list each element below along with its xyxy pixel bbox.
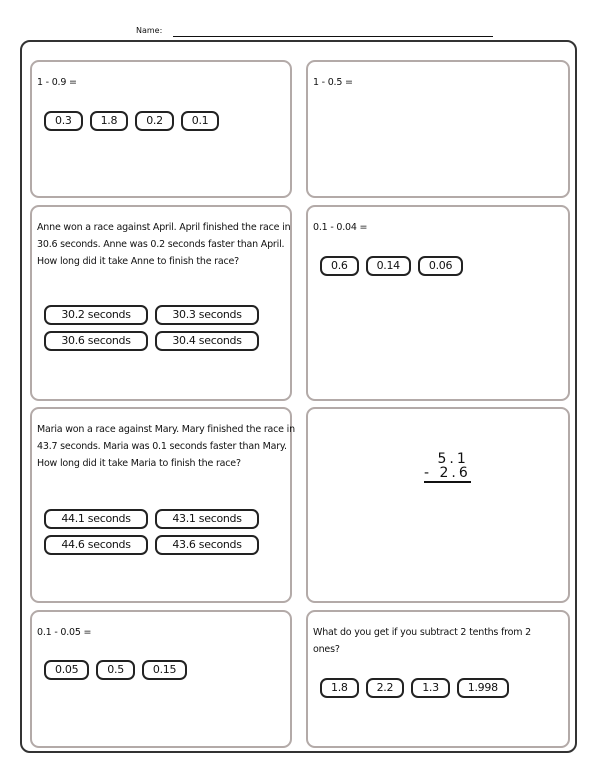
answer-option[interactable]: 0.14: [366, 256, 411, 276]
problem-2: [306, 60, 570, 198]
problem-5: [30, 407, 295, 603]
problem-1: [30, 60, 292, 198]
problem-3: [30, 205, 292, 401]
answer-option[interactable]: 1.8: [90, 111, 129, 131]
vertical-subtraction: [424, 452, 471, 483]
answer-option[interactable]: 0.6: [320, 256, 359, 276]
problem-8: [306, 610, 570, 748]
name-label: Name:: [136, 26, 163, 35]
answer-option[interactable]: 43.1 seconds: [155, 509, 259, 529]
answer-option[interactable]: 1.8: [320, 678, 359, 698]
answer-option[interactable]: 44.6 seconds: [44, 535, 148, 555]
answer-option[interactable]: 1.3: [411, 678, 450, 698]
minuend: 5.1: [437, 451, 469, 467]
answer-option[interactable]: 30.4 seconds: [155, 331, 259, 351]
answer-option[interactable]: 0.3: [44, 111, 83, 131]
name-field[interactable]: [173, 36, 493, 37]
subtrahend: - 2.6: [424, 465, 471, 481]
answer-option[interactable]: 0.5: [96, 660, 135, 680]
answer-option[interactable]: 30.6 seconds: [44, 331, 148, 351]
answer-option[interactable]: 30.3 seconds: [155, 305, 259, 325]
answer-option[interactable]: 0.06: [418, 256, 463, 276]
answer-option[interactable]: 0.2: [135, 111, 174, 131]
answer-option[interactable]: 0.15: [142, 660, 187, 680]
problem-4-question: 0.1 - 0.04 =: [313, 222, 368, 233]
problem-8-question: What do you get if you subtract 2 tenths from 2 ones?: [313, 627, 531, 655]
problem-1-question: 1 - 0.9 =: [37, 77, 77, 88]
problem-5-question: Maria won a race against Mary. Mary finished the race in 43.7 seconds. Maria was 0.1 seconds faster than Mary. How long did it take Maria to finish the race?: [37, 424, 295, 469]
answer-option[interactable]: 1.998: [457, 678, 509, 698]
answer-option[interactable]: 0.1: [181, 111, 220, 131]
answer-option[interactable]: 44.1 seconds: [44, 509, 148, 529]
problem-6: [306, 407, 570, 603]
problem-7-question: 0.1 - 0.05 =: [37, 627, 92, 638]
problem-2-question: 1 - 0.5 =: [313, 77, 353, 88]
answer-option[interactable]: 0.05: [44, 660, 89, 680]
answer-option[interactable]: 30.2 seconds: [44, 305, 148, 325]
answer-option[interactable]: 43.6 seconds: [155, 535, 259, 555]
problem-3-question: Anne won a race against April. April finished the race in 30.6 seconds. Anne was 0.2 seconds faster than April. How long did it take Anne to finish the race?: [37, 222, 291, 267]
answer-option[interactable]: 2.2: [366, 678, 405, 698]
problem-7: [30, 610, 292, 748]
problem-4: [306, 205, 570, 401]
